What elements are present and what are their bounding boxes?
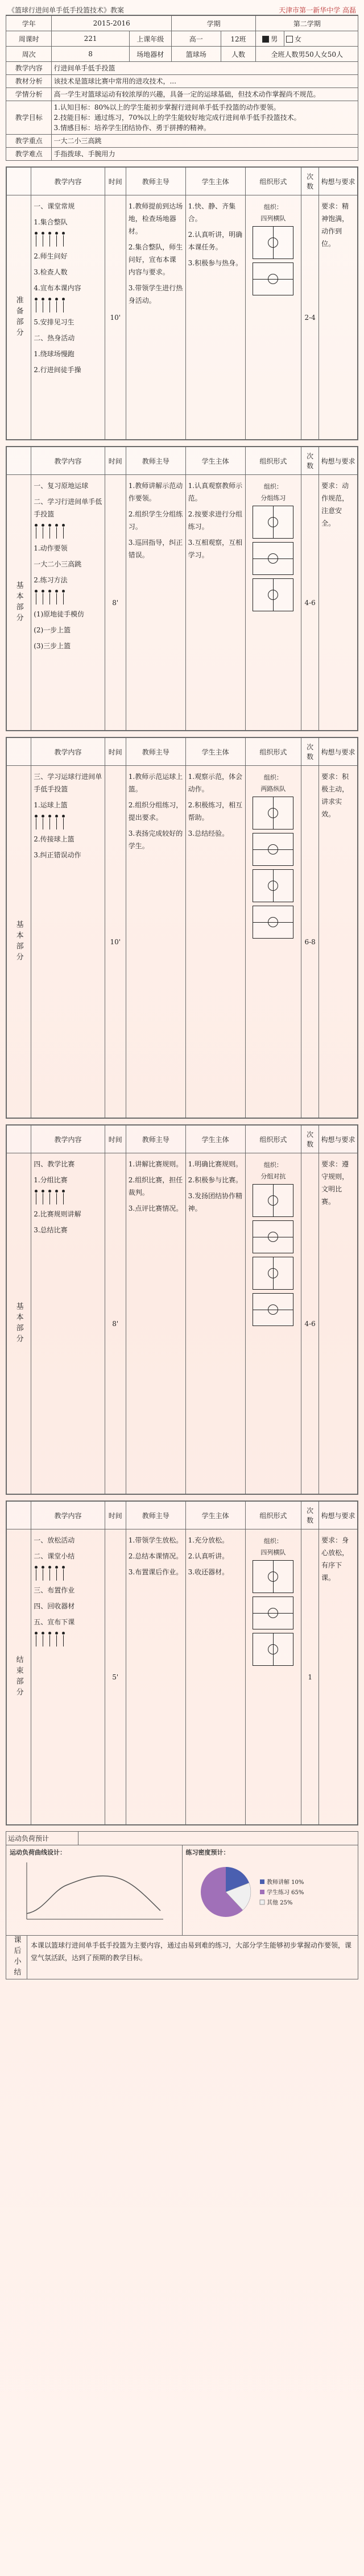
boys-label: 男: [271, 35, 278, 43]
gender-checkboxes: [256, 31, 284, 47]
stick-figure-icon: [40, 232, 45, 247]
column-header: 时间: [105, 447, 126, 475]
teacher-name: 天津市第一新华中学 高磊: [279, 6, 356, 14]
column-header: 时间: [105, 168, 126, 195]
stick-figure-icon: [61, 1190, 65, 1204]
content-item: 二、学习行进间单手低手投篮: [34, 498, 102, 518]
student-item: 1.快、静、齐集合。: [188, 202, 236, 223]
stick-figure-icon: [34, 1190, 38, 1204]
week: 221: [52, 31, 129, 47]
column-header: 教师主导: [126, 168, 185, 195]
count-label: 周次: [6, 47, 52, 62]
girls-checkbox[interactable]: [286, 36, 293, 43]
form-value: 分组对抗: [260, 1173, 286, 1180]
week-label: 周课时: [6, 31, 52, 47]
column-header: 构想与要求: [319, 1502, 358, 1529]
content-item: 3.总结比赛: [34, 1226, 68, 1234]
content-item: 1.动作要领: [34, 544, 68, 552]
teacher-cell: [126, 475, 185, 731]
form-value: 四列横队: [260, 215, 286, 222]
stick-figure-icon: [47, 590, 52, 605]
stick-figure-icon: [54, 815, 59, 830]
content-item: 一、复习原地运球: [34, 482, 89, 490]
content-item: 四、教学比赛: [34, 1160, 75, 1168]
stick-figure-icon: [61, 1632, 65, 1647]
column-header: 构想与要求: [319, 1126, 358, 1153]
stick-figure-icon: [34, 815, 38, 830]
student-item: 3.总结经验。: [188, 830, 229, 837]
objectives-label: 教学目标: [6, 101, 52, 135]
time-cell: 8': [105, 1153, 126, 1494]
column-header: 教师主导: [126, 1502, 185, 1529]
column-header: 教学内容: [31, 447, 105, 475]
form-cell: [245, 766, 301, 1118]
content-item: 2.比赛规则讲解: [34, 1210, 81, 1218]
form-cell: [245, 195, 301, 440]
student-item: 1.明确比赛规则。: [188, 1160, 243, 1168]
form-label: 组织：: [263, 1161, 283, 1169]
student-cell: [185, 766, 245, 1118]
content-item: 二、热身活动: [34, 334, 75, 342]
count: 8: [52, 47, 129, 62]
goal: 高一学生对篮球运动有较浓厚的兴趣，具备一定的运球基础，但技术动作掌握尚不规范。: [52, 88, 358, 101]
school-year-label: 学年: [6, 16, 52, 31]
content-item: 2.行进间徒手操: [34, 366, 81, 374]
column-header: 组织形式: [245, 738, 301, 766]
court-diagram: [253, 1184, 293, 1217]
venue: 篮球场: [171, 47, 221, 62]
content-item: 2.练习方法: [34, 576, 68, 584]
objective-item: 1.认知目标：80%以上的学生能初步掌握行进间单手低手投篮的动作要领。: [53, 103, 280, 111]
student-item: 3.发扬团结协作精神。: [188, 1192, 243, 1212]
count-cell: 6-8: [301, 766, 319, 1118]
material-label: 教材分析: [6, 75, 52, 88]
summary-text: 本课以篮球行进间单手低手投篮为主要内容，通过由易到难的练习，大部分学生能够初步掌握动作要领，课堂气氛活跃，达到了预期的教学目标。: [31, 1941, 352, 1962]
stick-figure-row: [34, 1566, 102, 1581]
stick-figure-row: [34, 1190, 102, 1204]
key: 一大二小三高跳: [52, 135, 358, 148]
pie-legend-label: 其他 25%: [266, 1900, 292, 1906]
pie-legend-label: 学生练习 65%: [266, 1890, 304, 1896]
stick-figure-icon: [54, 1566, 59, 1581]
teacher-item: 3.带领学生进行热身活动。: [128, 284, 183, 305]
teacher-item: 2.集合整队，师生问好，宣布本课内容与要求。: [128, 243, 183, 276]
pie-chart-box: [183, 1845, 358, 1935]
curve-chart-box: [6, 1845, 183, 1935]
material: 该技术是篮球比赛中常用的进攻技术，...: [52, 75, 358, 88]
count-cell: 4-6: [301, 475, 319, 731]
content-item: 2.传接球上篮: [34, 835, 75, 843]
content-cell: [31, 1153, 105, 1494]
stick-figure-icon: [34, 1566, 38, 1581]
bottom-panel: [6, 1831, 358, 1979]
density-pie-chart: [186, 1857, 345, 1927]
goal-table: [6, 61, 358, 161]
column-header: 学生主体: [185, 1126, 245, 1153]
column-header: 组织形式: [245, 1502, 301, 1529]
column-header: 次数: [301, 168, 319, 195]
stick-figure-icon: [40, 298, 45, 312]
page-header: [6, 0, 358, 15]
teacher-item: 1.教师讲解示范动作要领。: [128, 482, 183, 502]
content-item: 1.集合整队: [34, 218, 68, 226]
form-value: 四列横队: [260, 1549, 286, 1556]
student-item: 1.认真观察教师示范。: [188, 482, 243, 502]
content-item: 1.运球上篮: [34, 801, 68, 809]
content-item: 一、课堂常规: [34, 202, 75, 210]
content-item: 2.师生问好: [34, 252, 68, 260]
teacher-item: 2.总结本课情况。: [128, 1552, 183, 1560]
section-block: [6, 1124, 358, 1495]
content-item: 三、学习运球行进间单手低手投篮: [34, 773, 102, 793]
court-diagram: [253, 506, 293, 539]
require-cell: 要求：动作规范，注意安全。: [319, 475, 358, 731]
teacher-cell: [126, 1153, 185, 1494]
lesson: 12班: [221, 31, 256, 47]
column-header: 构想与要求: [319, 738, 358, 766]
section-block: [6, 1500, 358, 1825]
student-item: 2.积极练习，相互帮助。: [188, 801, 243, 822]
stick-figure-icon: [40, 1190, 45, 1204]
load-label: 运动负荷预计: [6, 1832, 78, 1845]
legend-swatch-teacher: [260, 1879, 264, 1884]
class: 高一: [171, 31, 221, 47]
stick-figure-icon: [61, 590, 65, 605]
content-item: 五、宣布下课: [34, 1618, 75, 1626]
teacher-item: 1.教师示范运球上篮。: [128, 773, 183, 793]
goal-label: 学情分析: [6, 88, 52, 101]
legend-swatch-students: [260, 1890, 264, 1894]
require-cell: 要求：身心放松，有序下课。: [319, 1529, 358, 1825]
court-diagram: [253, 226, 293, 259]
student-cell: [185, 1529, 245, 1825]
stick-figure-icon: [54, 590, 59, 605]
stick-figure-icon: [47, 1190, 52, 1204]
teacher-item: 1.教师提前到达场地，检查场地器材。: [128, 202, 183, 235]
load-curve: [27, 1876, 160, 1914]
stage-cell: [7, 766, 31, 1118]
teacher-item: 2.组织分组练习，提出要求。: [128, 801, 183, 822]
require-cell: 要求：积极主动，讲求实效。: [319, 766, 358, 1118]
teacher-item: 3.点评比赛情况。: [128, 1204, 183, 1212]
stage-cell: [7, 1529, 31, 1825]
student-item: 2.积极参与比赛。: [188, 1176, 243, 1184]
column-header: 学生主体: [185, 738, 245, 766]
semester: 第二学期: [256, 16, 358, 31]
load-curve-chart: [10, 1857, 169, 1927]
content-label: 教学内容: [6, 62, 52, 75]
objectives: [52, 101, 358, 135]
class-label: 上课年级: [129, 31, 171, 47]
doc-title: 《篮球行进间单手低手投篮技术》教案: [8, 6, 125, 14]
stick-figure-icon: [40, 590, 45, 605]
student-item: 2.按要求进行分组练习。: [188, 510, 243, 531]
stick-figure-icon: [61, 815, 65, 830]
teacher-item: 3.巡回指导，纠正错误。: [128, 539, 183, 559]
teacher-item: 3.布置课后作业。: [128, 1568, 183, 1576]
student-item: 1.观察示范，体会动作。: [188, 773, 243, 793]
column-header: 教学内容: [31, 168, 105, 195]
content-item: 3.纠正错误动作: [34, 851, 81, 859]
content-cell: [31, 1529, 105, 1825]
court-diagram: [253, 906, 293, 939]
column-header: 组织形式: [245, 1126, 301, 1153]
stick-figure-icon: [40, 1632, 45, 1647]
stage-cell: [7, 1153, 31, 1494]
court-diagram: [253, 1293, 293, 1326]
stage-label: 结束部分: [14, 1655, 23, 1699]
key-label: 教学重点: [6, 135, 52, 148]
stage-label: 基本部分: [14, 1302, 23, 1345]
content-item: 二、课堂小结: [34, 1552, 75, 1560]
form-label: 组织：: [263, 1537, 283, 1545]
court-diagram: [253, 1220, 293, 1253]
teacher-item: 2.组织比赛，担任裁判。: [128, 1176, 183, 1197]
teacher-item: 3.表扬完成较好的学生。: [128, 830, 183, 850]
stick-figure-icon: [61, 298, 65, 312]
student-item: 2.认真听讲。: [188, 1552, 229, 1560]
content-item: 三、布置作业: [34, 1586, 75, 1594]
column-header: 构想与要求: [319, 168, 358, 195]
girls-cell: [284, 31, 358, 47]
teacher-cell: [126, 195, 185, 440]
time-cell: 8': [105, 475, 126, 731]
stick-figure-icon: [47, 232, 52, 247]
column-header: 次数: [301, 738, 319, 766]
column-header: 教师主导: [126, 447, 185, 475]
summary-label-cell: [6, 1936, 27, 1979]
people-label: 人数: [221, 47, 256, 62]
form-value: 分组练习: [260, 494, 286, 502]
content: 行进间单手低手投篮: [52, 62, 358, 75]
column-header: 学生主体: [185, 447, 245, 475]
content-item: 3.检查人数: [34, 268, 68, 276]
stick-figure-icon: [61, 232, 65, 247]
summary-row: [6, 1935, 358, 1979]
summary-label: 课后小结: [12, 1936, 21, 1979]
lesson-plan: [6, 0, 358, 2576]
legend-swatch-other: [260, 1900, 264, 1904]
teacher-item: 2.组织学生分组练习。: [128, 510, 183, 531]
stage-label: 基本部分: [14, 920, 23, 964]
stick-figure-icon: [47, 815, 52, 830]
stage-head-cell: [7, 738, 31, 766]
charts-row: [6, 1845, 358, 1935]
column-header: 教学内容: [31, 738, 105, 766]
column-header: 教师主导: [126, 738, 185, 766]
stick-figure-row: [34, 590, 102, 605]
court-diagram: [253, 1257, 293, 1290]
section-block: [6, 446, 358, 731]
stick-figure-icon: [40, 815, 45, 830]
stage-cell: [7, 475, 31, 731]
stick-figure-icon: [61, 524, 65, 539]
time-cell: 5': [105, 1529, 126, 1825]
column-header: 时间: [105, 1126, 126, 1153]
difficulty: 手指拨球、手腕用力: [52, 148, 358, 161]
time-cell: 10': [105, 766, 126, 1118]
student-cell: [185, 475, 245, 731]
info-table: [6, 15, 358, 62]
column-header: 次数: [301, 447, 319, 475]
teacher-item: 1.带领学生放松。: [128, 1536, 183, 1544]
content-item: 一、放松活动: [34, 1536, 75, 1544]
column-header: 次数: [301, 1126, 319, 1153]
content-item: 1.分组比赛: [34, 1176, 68, 1184]
stick-figure-icon: [47, 524, 52, 539]
column-header: 组织形式: [245, 168, 301, 195]
court-diagram: [253, 1597, 293, 1629]
form-cell: [245, 1529, 301, 1825]
stick-figure-icon: [34, 298, 38, 312]
content-item: (2)一步上篮: [34, 626, 71, 634]
curve-chart-title: 运动负荷曲线设计：: [10, 1849, 66, 1856]
content-cell: [31, 766, 105, 1118]
boys-checkbox[interactable]: [262, 36, 269, 43]
stage-head-cell: [7, 1502, 31, 1529]
stick-figure-icon: [34, 524, 38, 539]
form-label: 组织：: [263, 483, 283, 490]
school-year: 2015-2016: [52, 16, 171, 31]
student-item: 3.互相观察，互相学习。: [188, 539, 243, 559]
student-cell: [185, 1153, 245, 1494]
stick-figure-icon: [34, 232, 38, 247]
court-diagram: [253, 1633, 293, 1666]
column-header: 教学内容: [31, 1502, 105, 1529]
column-header: 时间: [105, 1502, 126, 1529]
court-diagram: [253, 542, 293, 575]
girls-label: 女: [294, 35, 301, 43]
stick-figure-icon: [54, 1632, 59, 1647]
stick-figure-icon: [54, 1190, 59, 1204]
stick-figure-icon: [47, 1566, 52, 1581]
stick-figure-icon: [47, 1632, 52, 1647]
stick-figure-icon: [47, 298, 52, 312]
court-diagram: [253, 869, 293, 902]
student-item: 2.认真听讲，明确本课任务。: [188, 231, 243, 251]
teacher-item: 1.讲解比赛规则。: [128, 1160, 183, 1168]
column-header: 构想与要求: [319, 447, 358, 475]
stage-head-cell: [7, 447, 31, 475]
stick-figure-icon: [34, 1632, 38, 1647]
section-block: [6, 166, 358, 440]
teacher-cell: [126, 1529, 185, 1825]
stick-figure-row: [34, 298, 102, 312]
difficulty-label: 教学难点: [6, 148, 52, 161]
student-item: 1.充分放松。: [188, 1536, 229, 1544]
content-item: (3)三步上篮: [34, 642, 71, 650]
people: 全班人数男50人女50人: [256, 47, 358, 62]
student-item: 3.收还器材。: [188, 1568, 229, 1576]
objective-item: 3.情感目标：培养学生团结协作、勇于拼搏的精神。: [53, 124, 210, 132]
stick-figure-icon: [54, 232, 59, 247]
student-item: 3.积极参与热身。: [188, 259, 243, 267]
court-diagram: [253, 797, 293, 830]
stage-label: 基本部分: [14, 581, 23, 624]
stick-figure-row: [34, 524, 102, 539]
pie-legend-label: 教师讲解 10%: [266, 1879, 304, 1886]
stick-figure-icon: [54, 298, 59, 312]
form-cell: [245, 475, 301, 731]
stick-figure-icon: [40, 1566, 45, 1581]
court-diagram: [253, 578, 293, 611]
content-item: (1)原地徒手模仿: [34, 610, 85, 618]
objective-item: 2.技能目标：通过练习，70%以上的学生能较好地完成行进间单手低手投篮技术。: [53, 114, 301, 122]
column-header: 学生主体: [185, 168, 245, 195]
court-diagram: [253, 833, 293, 866]
time-cell: 10': [105, 195, 126, 440]
stage-head-cell: [7, 1126, 31, 1153]
content-item: 5.安排见习生: [34, 318, 75, 326]
student-cell: [185, 195, 245, 440]
stick-figure-row: [34, 815, 102, 830]
form-value: 两路纵队: [260, 785, 286, 793]
content-cell: [31, 475, 105, 731]
stick-figure-row: [34, 232, 102, 247]
stick-figure-row: [34, 1632, 102, 1647]
load-value: [78, 1832, 358, 1845]
court-diagram: [253, 1560, 293, 1593]
require-cell: 要求：遵守规则，文明比赛。: [319, 1153, 358, 1494]
load-row: [6, 1832, 358, 1845]
column-header: 次数: [301, 1502, 319, 1529]
column-header: 教学内容: [31, 1126, 105, 1153]
column-header: 组织形式: [245, 447, 301, 475]
stick-figure-icon: [61, 1566, 65, 1581]
stick-figure-icon: [34, 590, 38, 605]
content-item: 四、回收器材: [34, 1602, 75, 1610]
stick-figure-icon: [54, 524, 59, 539]
stage-label: 准备部分: [14, 295, 23, 339]
content-item: 一大二小三高跳: [34, 560, 82, 568]
column-header: 学生主体: [185, 1502, 245, 1529]
pie-chart-title: 练习密度预计：: [185, 1849, 230, 1856]
content-item: 1.绕球场慢跑: [34, 350, 75, 358]
count-cell: 1: [301, 1529, 319, 1825]
count-cell: 2-4: [301, 195, 319, 440]
stage-cell: [7, 195, 31, 440]
court-diagram: [253, 262, 293, 295]
column-header: 教师主导: [126, 1126, 185, 1153]
venue-label: 场地器材: [129, 47, 171, 62]
stage-head-cell: [7, 168, 31, 195]
semester-label: 学期: [171, 16, 256, 31]
section-block: [6, 737, 358, 1119]
content-cell: [31, 195, 105, 440]
teacher-cell: [126, 766, 185, 1118]
count-cell: 4-6: [301, 1153, 319, 1494]
column-header: 时间: [105, 738, 126, 766]
stick-figure-icon: [40, 524, 45, 539]
require-cell: 要求：精神饱满，动作到位。: [319, 195, 358, 440]
content-item: 4.宣布本课内容: [34, 284, 81, 292]
form-label: 组织：: [263, 203, 283, 211]
form-cell: [245, 1153, 301, 1494]
form-label: 组织：: [263, 774, 283, 781]
